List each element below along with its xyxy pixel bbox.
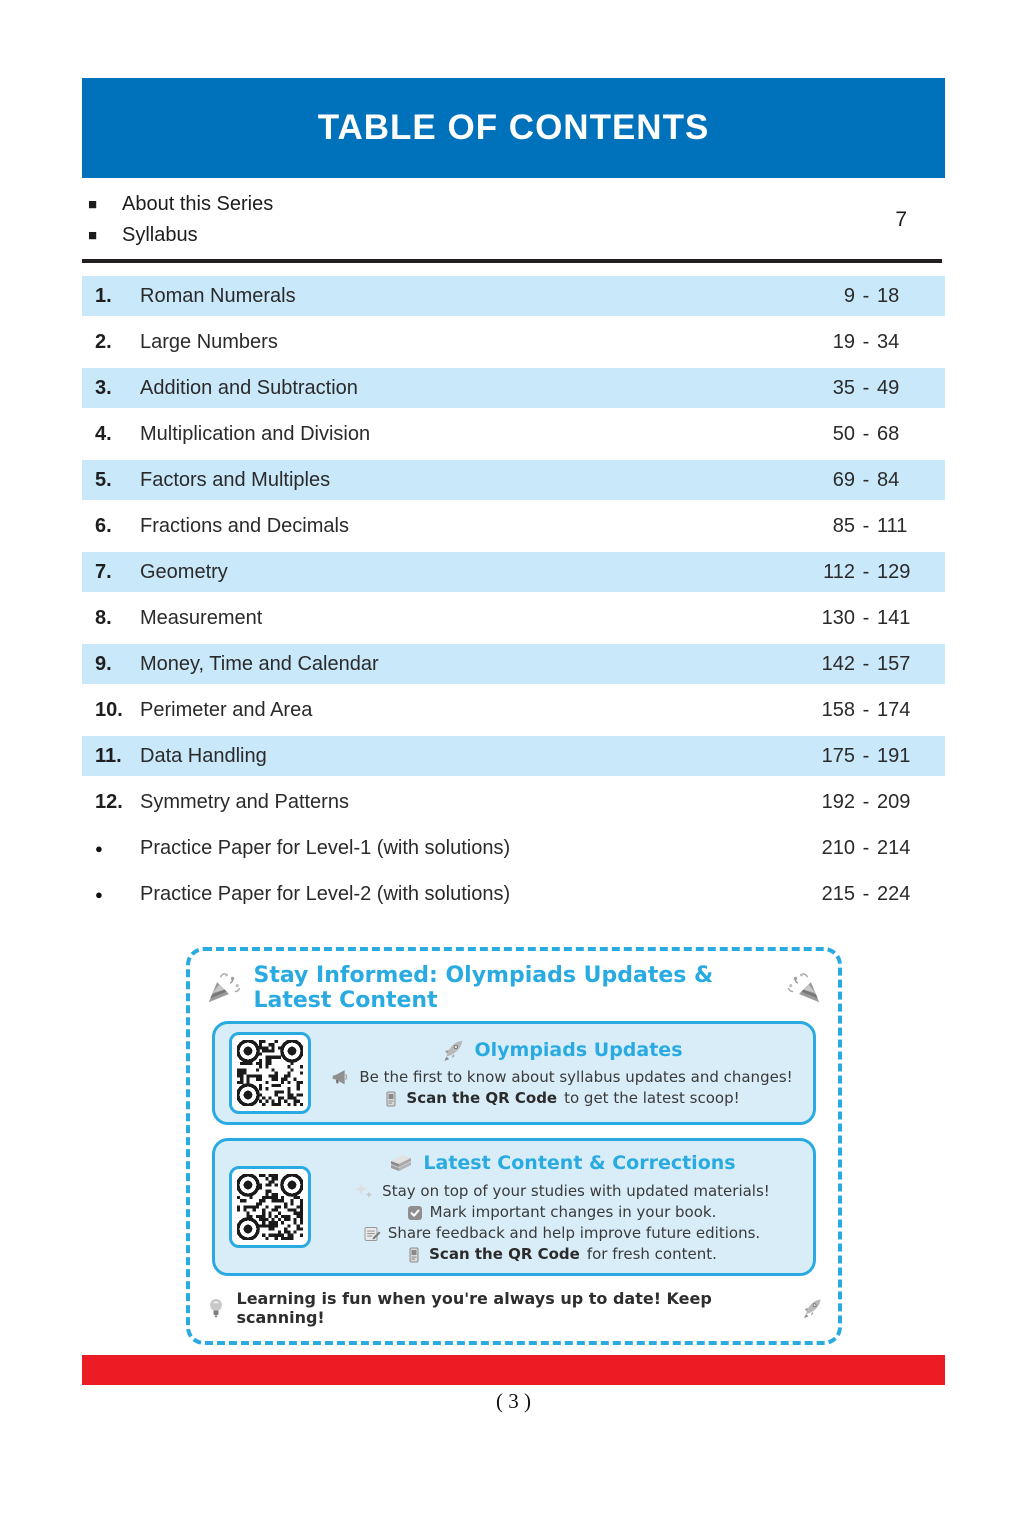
scan-phone-icon: [406, 1247, 422, 1263]
books-icon: [387, 1149, 415, 1177]
footer-bar: [82, 1355, 945, 1385]
card-heading-label: Olympiads Updates: [474, 1039, 683, 1061]
megaphone-icon: [330, 1066, 352, 1088]
chapter-title: Large Numbers: [140, 330, 278, 353]
stay-informed-title: Stay Informed: Olympiads Updates & Latest Content: [253, 963, 714, 1013]
table-row: [82, 874, 945, 914]
latest-content-text: [325, 1149, 799, 1265]
page-start: 175: [821, 744, 855, 767]
promo-line-text: Stay on top of your studies with updated materials!: [382, 1181, 770, 1200]
chapter-title: Addition and Subtraction: [140, 376, 358, 399]
chapter-number: 6.: [95, 514, 112, 537]
page-title: TABLE OF CONTENTS: [317, 108, 710, 147]
page-end: 111: [877, 514, 908, 537]
page-start: 85: [832, 514, 855, 537]
chapter-number: 9.: [95, 652, 112, 675]
chapter-page-range: [811, 469, 945, 492]
page-start: 158: [821, 698, 855, 721]
table-row: [82, 506, 945, 546]
promo-line-text: for fresh content.: [586, 1245, 717, 1263]
stay-informed-panel: [186, 947, 842, 1345]
chapter-title: Data Handling: [140, 744, 267, 767]
rocket-icon: [440, 1037, 466, 1063]
page-end: 224: [877, 882, 911, 905]
page-number: ( 3 ): [496, 1389, 531, 1413]
chapter-number: 12.: [95, 790, 123, 813]
chapter-page-range: [811, 331, 945, 354]
list-item: [88, 189, 945, 220]
table-row: [82, 644, 945, 684]
page-dash: -: [862, 882, 870, 905]
chapter-title: Perimeter and Area: [140, 698, 313, 721]
chapter-title: Factors and Multiples: [140, 468, 331, 491]
list-item: [88, 220, 945, 251]
page-start: 50: [832, 422, 855, 445]
table-row: [82, 460, 945, 500]
page-start: 9: [843, 284, 855, 307]
chapter-title: Geometry: [140, 560, 228, 583]
dot-bullet-icon: ●: [95, 886, 103, 902]
chapter-title: Multiplication and Division: [140, 422, 371, 445]
chapter-page-range: [811, 607, 945, 630]
page-end: 141: [877, 606, 911, 629]
table-row: [82, 276, 945, 316]
chapter-page-range: [811, 791, 945, 814]
chapter-page-range: [811, 423, 945, 446]
page-end: 191: [877, 744, 911, 767]
square-bullet-icon: ■: [88, 227, 98, 244]
promo-line-text: to get the latest scoop!: [564, 1089, 740, 1107]
practice-paper-title: Practice Paper for Level-1 (with solutions): [140, 836, 511, 859]
square-bullet-icon: ■: [88, 196, 98, 213]
scan-phone-icon: [383, 1091, 399, 1107]
olympiads-updates-card: [212, 1021, 816, 1125]
chapter-page-range: [811, 699, 945, 722]
chapter-number: 4.: [95, 422, 112, 445]
promo-line: [325, 1066, 799, 1088]
sparkles-icon: [353, 1180, 375, 1202]
chapter-number: 8.: [95, 606, 112, 629]
page-start: 210: [821, 836, 855, 859]
page-end: 49: [877, 376, 900, 399]
promo-line: [325, 1244, 799, 1265]
chapter-number: 1.: [95, 284, 112, 307]
page-dash: -: [862, 284, 870, 307]
page-end: 18: [877, 284, 900, 307]
page-end: 34: [877, 330, 900, 353]
page-end: 209: [877, 790, 911, 813]
table-row: [82, 598, 945, 638]
chapter-page-range: [811, 837, 945, 860]
chapter-page-range: [811, 883, 945, 906]
memo-icon: [363, 1225, 381, 1243]
page-dash: -: [862, 514, 870, 537]
front-matter-label: About this Series: [122, 193, 274, 215]
page-start: 112: [823, 560, 855, 583]
page-dash: -: [862, 606, 870, 629]
chapter-page-range: [811, 285, 945, 308]
page-start: 130: [821, 606, 855, 629]
latest-content-card: [212, 1138, 816, 1276]
promo-line: [325, 1202, 799, 1223]
table-row: [82, 828, 945, 868]
promo-line-text: Mark important changes in your book.: [429, 1203, 717, 1221]
page-end: 174: [877, 698, 911, 721]
page-dash: -: [862, 422, 870, 445]
chapter-number: 3.: [95, 376, 112, 399]
page-start: 142: [821, 652, 855, 675]
page-end: 68: [877, 422, 900, 445]
stay-informed-header: [204, 963, 824, 1013]
page-end: 157: [877, 652, 911, 675]
chapter-title: Money, Time and Calendar: [140, 652, 379, 675]
front-matter-page-number: 7: [895, 208, 907, 231]
page-title-banner: [82, 78, 945, 178]
table-row: [82, 690, 945, 730]
page-end: 214: [877, 836, 911, 859]
page-end: 84: [877, 468, 900, 491]
chapter-title: Roman Numerals: [140, 284, 296, 307]
page-dash: -: [862, 376, 870, 399]
front-matter: [82, 189, 945, 251]
chapter-title: Fractions and Decimals: [140, 514, 349, 537]
promo-line-text: Be the first to know about syllabus updates and changes!: [359, 1067, 793, 1086]
rocket-icon: [800, 1296, 824, 1320]
chapter-number: 7.: [95, 560, 112, 583]
promo-line-text: Share feedback and help improve future editions.: [387, 1224, 761, 1242]
table-row: [82, 782, 945, 822]
card-heading: [325, 1037, 799, 1063]
divider: [82, 259, 942, 263]
promo-line: [325, 1180, 799, 1202]
chapter-page-range: [811, 745, 945, 768]
chapter-page-range: [811, 377, 945, 400]
olympiads-updates-text: [325, 1037, 799, 1109]
table-row: [82, 552, 945, 592]
table-row: [82, 322, 945, 362]
chapter-number: 2.: [95, 330, 112, 353]
card-heading: [325, 1149, 799, 1177]
table-row: [82, 368, 945, 408]
practice-paper-title: Practice Paper for Level-2 (with solutions): [140, 882, 511, 905]
page-start: 69: [832, 468, 855, 491]
party-popper-icon: [786, 969, 824, 1007]
page-dash: -: [862, 744, 870, 767]
table-of-contents-list: [82, 276, 945, 914]
page-start: 215: [821, 882, 855, 905]
page-dash: -: [862, 698, 870, 721]
qr-code: [229, 1032, 311, 1114]
promo-line: [325, 1088, 799, 1109]
promo-footer-text: Learning is fun when you're always up to date! Keep scanning!: [236, 1289, 712, 1327]
page-dash: -: [862, 468, 870, 491]
scan-qr-bold: Scan the QR Code: [406, 1089, 558, 1107]
scan-qr-bold: Scan the QR Code: [429, 1245, 580, 1263]
chapter-title: Measurement: [140, 606, 263, 629]
chapter-title: Symmetry and Patterns: [140, 790, 349, 813]
page-dash: -: [862, 560, 870, 583]
party-popper-icon: [204, 969, 242, 1007]
front-matter-label: Syllabus: [122, 224, 198, 246]
table-row: [82, 414, 945, 454]
page-dash: -: [862, 652, 870, 675]
page-dash: -: [862, 836, 870, 859]
checkbox-icon: [407, 1205, 423, 1221]
chapter-number: 5.: [95, 468, 112, 491]
dot-bullet-icon: ●: [95, 840, 103, 856]
qr-code: [229, 1166, 311, 1248]
page-dash: -: [862, 330, 870, 353]
lightbulb-icon: [204, 1296, 228, 1320]
table-row: [82, 736, 945, 776]
page-start: 192: [821, 790, 855, 813]
page-dash: -: [862, 790, 870, 813]
page-end: 129: [877, 560, 911, 583]
chapter-page-range: [811, 561, 945, 584]
card-heading-label: Latest Content & Corrections: [423, 1152, 736, 1174]
promo-line: [325, 1223, 799, 1244]
promo-footer: [204, 1289, 824, 1327]
chapter-page-range: [811, 653, 945, 676]
chapter-page-range: [811, 515, 945, 538]
page-content: [82, 78, 945, 1414]
chapter-number: 10.: [95, 698, 123, 721]
page-start: 35: [832, 376, 855, 399]
chapter-number: 11.: [95, 744, 122, 767]
page-start: 19: [832, 330, 855, 353]
